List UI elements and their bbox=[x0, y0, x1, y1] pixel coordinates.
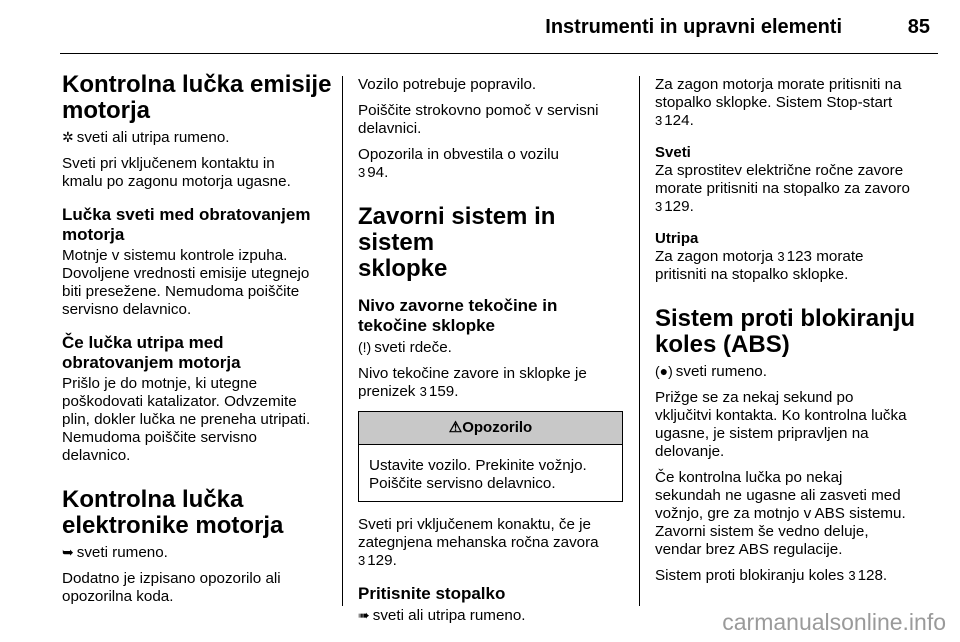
heading-lamp-lit-while-running: Lučka sveti med obratovanjem motorja bbox=[62, 205, 311, 244]
heading-lit: Sveti bbox=[655, 144, 691, 161]
warning-box-header: ⚠Opozorilo bbox=[359, 412, 622, 445]
vehicle-messages-reference: Opozorila in obvestila o vozilu 3 94. bbox=[358, 146, 559, 181]
press-pedal-status: ➠ sveti ali utripa rumeno. bbox=[358, 607, 526, 624]
abs-icon: (●) bbox=[655, 363, 673, 379]
heading-press-pedal: Pritisnite stopalko bbox=[358, 584, 506, 603]
column-divider-2 bbox=[639, 76, 640, 606]
fluid-level-status: (!) sveti rdeče. bbox=[358, 339, 452, 356]
warning-triangle-icon: ⚠ bbox=[448, 419, 463, 436]
parking-brake-description: Sveti pri vključenem konaktu, če je zategnjena mehanska ročna zavora 3 129. bbox=[358, 516, 599, 569]
lit-description: Za sprostitev električne ročne zavore morate pritisniti na stopalko za zavoro 3 129. bbox=[655, 162, 910, 215]
page-number: 85 bbox=[907, 16, 930, 38]
engine-electronics-description: Dodatno je izpisano opozorilo ali opozorilna koda. bbox=[62, 570, 281, 605]
abs-status: (●) sveti rumeno. bbox=[655, 363, 767, 380]
emission-lamp-status: ✲ sveti ali utripa rumeno. bbox=[62, 129, 230, 146]
column-2 bbox=[358, 76, 628, 633]
watermark: carmanualsonline.info bbox=[722, 609, 946, 635]
page-reference-icon: 3 bbox=[419, 384, 427, 399]
lamp-lit-description: Motnje v sistemu kontrole izpuha. Dovoljene vrednosti emisije utegnejo biti presežene. Nemudoma poiščite servisno delavnico. bbox=[62, 247, 310, 318]
page-reference-icon: 3 bbox=[358, 553, 366, 568]
seek-service-text: Poiščite strokovno pomoč v servisni delavnici. bbox=[358, 102, 599, 137]
clutch-pedal-icon: ➠ bbox=[358, 607, 370, 623]
engine-check-icon: ✲ bbox=[62, 129, 74, 145]
heading-lamp-flashing: Če lučka utripa med obratovanjem motorja bbox=[62, 333, 241, 372]
page-reference-icon: 3 bbox=[358, 165, 366, 180]
page-reference-icon: 3 bbox=[777, 249, 785, 264]
heading-engine-electronics: Kontrolna lučka elektronike motorja bbox=[62, 486, 284, 539]
flashing-description: Za zagon motorja 3 123 morate pritisniti na stopalko sklopke. bbox=[655, 248, 864, 283]
page-reference-icon: 3 bbox=[848, 568, 856, 583]
column-1 bbox=[62, 72, 332, 614]
abs-description-1: Prižge se za nekaj sekund po vključitvi kontakta. Ko kontrolna lučka ugasne, je sistem pripravljen na delovanje. bbox=[655, 389, 907, 460]
fluid-level-description: Nivo tekočine zavore in sklopke je prenizek 3 159. bbox=[358, 365, 587, 400]
header-divider bbox=[60, 53, 938, 54]
abs-reference: Sistem proti blokiranju koles 3 128. bbox=[655, 567, 888, 584]
engine-electronics-status: ➥ sveti rumeno. bbox=[62, 544, 168, 561]
start-clutch-text: Za zagon motorja morate pritisniti na stopalko sklopke. Sistem Stop-start 3 124. bbox=[655, 76, 902, 129]
page-reference-icon: 3 bbox=[655, 113, 663, 128]
repair-needed-text: Vozilo potrebuje popravilo. bbox=[358, 76, 537, 93]
column-3 bbox=[655, 76, 937, 593]
abs-description-2: Če kontrolna lučka po nekaj sekundah ne ugasne ali zasveti med vožnjo, gre za motnjo v ABS sistemu. Zavorni sistem še vedno deluje, vendar brez ABS regulacije. bbox=[655, 469, 906, 558]
page-header-title: Instrumenti in upravni elementi bbox=[545, 16, 842, 38]
column-divider-1 bbox=[342, 76, 343, 606]
heading-flashing: Utripa bbox=[655, 230, 699, 247]
warning-box bbox=[358, 411, 623, 502]
heading-fluid-level: Nivo zavorne tekočine in tekočine sklopke bbox=[358, 296, 558, 335]
engine-electronics-icon: ➥ bbox=[62, 544, 74, 560]
brake-warning-icon: (!) bbox=[358, 339, 372, 355]
emission-lamp-description: Sveti pri vključenem kontaktu in kmalu po zagonu motorja ugasne. bbox=[62, 155, 291, 190]
heading-abs: Sistem proti blokiranju koles (ABS) bbox=[655, 305, 916, 358]
heading-brake-clutch-system: Zavorni sistem in sistem sklopke bbox=[358, 203, 556, 282]
page-reference-icon: 3 bbox=[655, 199, 663, 214]
heading-emission-lamp: Kontrolna lučka emisije motorja bbox=[62, 71, 332, 124]
warning-box-body: Ustavite vozilo. Prekinite vožnjo. Poiščite servisno delavnico. bbox=[369, 457, 587, 492]
lamp-flashing-description: Prišlo je do motnje, ki utegne poškodovati katalizator. Odvzemite plin, dokler lučka ne preneha utripati. Nemudoma poiščite servisno delavnico. bbox=[62, 375, 311, 464]
